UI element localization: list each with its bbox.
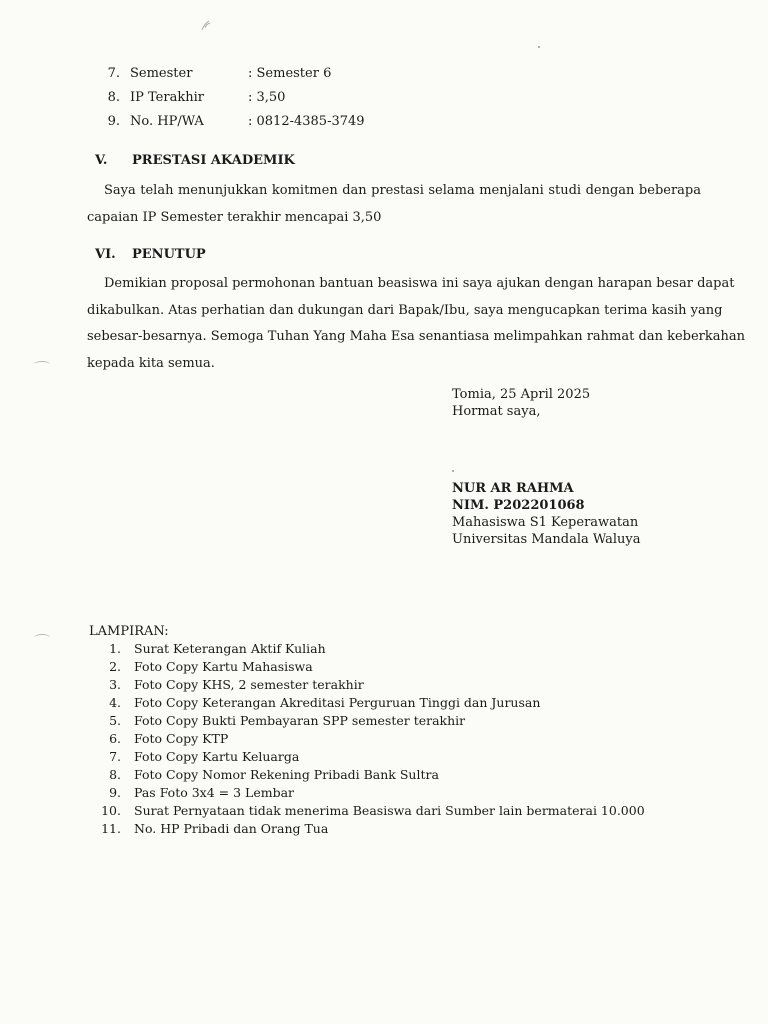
attachment-text: Pas Foto 3x4 = 3 Lembar (134, 785, 295, 800)
attachment-text: Foto Copy KTP (134, 731, 229, 746)
info-row-number: 9. (107, 114, 120, 129)
attachment-text: Surat Keterangan Aktif Kuliah (134, 641, 326, 656)
section-v-paragraph (87, 178, 701, 231)
info-row-number: 7. (107, 66, 120, 81)
section-title: PENUTUP (132, 247, 206, 262)
attachment-text: Surat Pernyataan tidak menerima Beasiswa dari Sumber lain bermaterai 10.000 (134, 803, 645, 818)
section-number: VI. (95, 247, 116, 262)
info-row-label: No. HP/WA (130, 114, 204, 129)
attachment-text: Foto Copy Bukti Pembayaran SPP semester terakhir (134, 713, 466, 728)
paragraph-line: kepada kita semua. (87, 355, 215, 371)
attachment-number: 2. (109, 659, 121, 674)
attachment-number: 10. (101, 803, 121, 818)
attachment-number: 6. (109, 731, 121, 746)
attachments-title: LAMPIRAN: (89, 624, 169, 639)
closing-greeting: Hormat saya, (452, 404, 541, 419)
info-row-number: 8. (107, 90, 120, 105)
paragraph-line: capaian IP Semester terakhir mencapai 3,50 (87, 209, 382, 225)
attachment-text: Foto Copy KHS, 2 semester terakhir (134, 677, 364, 692)
paragraph-line: Demikian proposal permohonan bantuan beasiswa ini saya ajukan dengan harapan besar dapat (104, 276, 735, 291)
signatory-name: NUR AR RAHMA (452, 481, 574, 496)
paper-speck (538, 46, 540, 48)
attachment-text: Foto Copy Kartu Mahasiswa (134, 659, 313, 674)
signatory-nim: NIM. P202201068 (452, 498, 585, 513)
attachment-text: Foto Copy Keterangan Akreditasi Perguruan Tinggi dan Jurusan (134, 695, 541, 710)
attachment-number: 11. (101, 821, 121, 836)
paper-scuff-mark (200, 18, 212, 32)
info-row-label: IP Terakhir (130, 90, 204, 105)
paragraph-line: dikabulkan. Atas perhatian dan dukungan dari Bapak/Ibu, saya mengucapkan terima kasih yang (87, 302, 723, 318)
attachment-text: Foto Copy Nomor Rekening Pribadi Bank Sultra (134, 767, 439, 782)
section-title: PRESTASI AKADEMIK (132, 153, 295, 168)
signatory-role: Mahasiswa S1 Keperawatan (452, 515, 639, 530)
attachment-number: 5. (109, 713, 121, 728)
info-row-value: : 3,50 (248, 90, 286, 105)
attachment-number: 8. (109, 767, 121, 782)
attachment-number: 9. (109, 785, 121, 800)
place-date: Tomia, 25 April 2025 (452, 387, 591, 402)
attachment-number: 3. (109, 677, 121, 692)
attachment-number: 4. (109, 695, 121, 710)
section-number: V. (95, 153, 108, 168)
info-row-label: Semester (130, 66, 193, 81)
attachment-number: 7. (109, 749, 121, 764)
section-vi-paragraph (87, 271, 745, 377)
punch-hole-shadow (34, 361, 50, 368)
paragraph-line: sebesar-besarnya. Semoga Tuhan Yang Maha Esa senantiasa melimpahkan rahmat dan keberkahan (87, 329, 745, 344)
attachment-number: 1. (109, 641, 121, 656)
paper-speck (452, 470, 454, 472)
attachment-text: Foto Copy Kartu Keluarga (134, 749, 300, 764)
punch-hole-shadow (34, 634, 50, 641)
paragraph-line: Saya telah menunjukkan komitmen dan prestasi selama menjalani studi dengan beberapa (104, 183, 701, 198)
signatory-university: Universitas Mandala Waluya (452, 532, 641, 547)
attachment-text: No. HP Pribadi dan Orang Tua (134, 821, 329, 836)
info-row-value: : Semester 6 (248, 66, 332, 81)
info-row-value: : 0812-4385-3749 (248, 114, 365, 129)
